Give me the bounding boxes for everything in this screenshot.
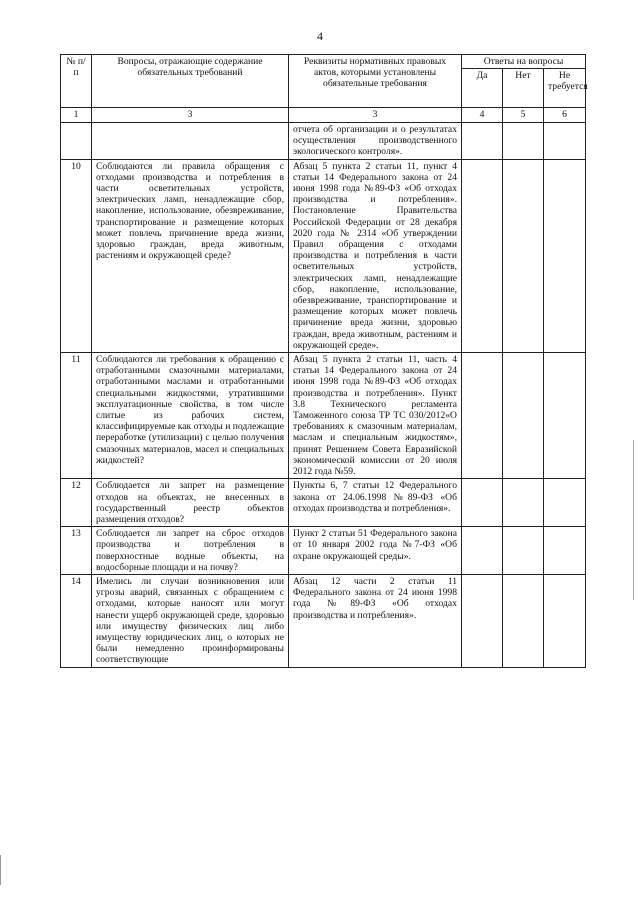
answer-no-cell[interactable]	[503, 574, 544, 667]
answer-yes-cell[interactable]	[462, 527, 503, 575]
answer-not-required-cell[interactable]	[544, 479, 586, 527]
answer-no-cell[interactable]	[503, 353, 544, 479]
table-row	[61, 353, 586, 479]
row-number	[61, 123, 92, 160]
answer-not-required-cell[interactable]	[544, 353, 586, 479]
table-row	[61, 479, 586, 527]
column-number-row	[61, 108, 586, 123]
row-requisites: Абзац 5 пункта 2 статьи 11, часть 4 статьи 14 Федерального закона от 24 июня 1998 года №89-ФЗ «Об отходах производства и потребления». Пункт 3.8 Технического регламента Таможенного союза ТР ТС 030/2012«О требованиях к смазочным материалам, маслам и специальным жидкостям», принят Решением Совета Евразийской экономической комиссии от 20 июля 2012 года №59.	[289, 353, 462, 479]
answer-not-required-cell[interactable]	[544, 123, 586, 160]
answer-no-cell[interactable]	[503, 479, 544, 527]
answer-no-cell[interactable]	[503, 123, 544, 160]
answer-not-required-cell[interactable]	[544, 574, 586, 667]
row-question: Соблюдается ли запрет на размещение отходов на объектах, не внесенных в государственный реестр объектов размещения отходов?	[92, 479, 289, 527]
row-requisites: Пункты 6, 7 статьи 12 Федерального закона от 24.06.1998 №89-ФЗ «Об отходах производства и потребления».	[289, 479, 462, 527]
answer-yes-cell[interactable]	[462, 123, 503, 160]
column-number: 5	[503, 108, 544, 123]
answer-not-required-cell[interactable]	[544, 527, 586, 575]
scan-edge-line	[633, 440, 634, 600]
row-question	[92, 123, 289, 160]
answer-yes-cell[interactable]	[462, 574, 503, 667]
column-number: 3	[92, 108, 289, 123]
answer-no-cell[interactable]	[503, 159, 544, 352]
row-question: Имелись ли случаи возникновения или угрозы аварий, связанных с обращением с отходами, которые наносят или могут нанести ущерб окружающей среде, здоровью или имуществу физических лиц либо имуществу юридических лиц, о которых не были немедленно проинформированы соответствующие	[92, 574, 289, 667]
page-number: 4	[317, 29, 323, 43]
row-number: 13	[61, 527, 92, 575]
header-not-required: Не требуется	[544, 69, 586, 108]
row-requisites: Пункт 2 статьи 51 Федерального закона от 10 января 2002 года №7-ФЗ «Об охране окружающей среды».	[289, 527, 462, 575]
answer-yes-cell[interactable]	[462, 159, 503, 352]
answer-yes-cell[interactable]	[462, 353, 503, 479]
header-question: Вопросы, отражающие содержание обязательных требований	[92, 55, 289, 108]
header-yes: Да	[462, 69, 503, 108]
row-requisites: Абзац 5 пункта 2 статьи 11, пункт 4 статьи 14 Федерального закона от 24 июня 1998 года №89-ФЗ «Об отходах производства и потребления». Постановление Правительства Российской Федерации от 28 декабря 2020 года № 2314 «Об утверждении Правил обращения с отходами производства и потребления в части осветительных устройств, электрических ламп, ненадлежащие сбор, накопление, использование, обезвреживание, транспортирование и размещение которых может повлечь причинение вреда жизни, здоровью граждан, вреда животным, растениям и окружающей среде».	[289, 159, 462, 352]
header-number: № п/п	[61, 55, 92, 108]
answer-no-cell[interactable]	[503, 527, 544, 575]
column-number: 1	[61, 108, 92, 123]
header-answers: Ответы на вопросы	[462, 55, 586, 69]
row-question: Соблюдается ли запрет на сброс отходов производства и потребления в поверхностные водные объекты, на водосборные площади и на почву?	[92, 527, 289, 575]
row-question: Соблюдаются ли требования к обращению с отработанными смазочными материалами, отработанными маслами и отработанными специальными жидкостями, утратившими эксплуатационные свойства, в том числе слитые из рабочих систем, классифицируемые как отходы и подлежащие переработке (утилизации) с целью получения смазочных материалов, масел и специальных жидкостей?	[92, 353, 289, 479]
row-number: 12	[61, 479, 92, 527]
row-number: 10	[61, 159, 92, 352]
row-number: 14	[61, 574, 92, 667]
scan-margin-mark	[0, 855, 1, 885]
row-requisites: отчета об организации и о результатах осуществления производственного экологического контроля».	[289, 123, 462, 160]
table-row	[61, 159, 586, 352]
table-row	[61, 574, 586, 667]
header-requisites: Реквизиты нормативных правовых актов, которыми установлены обязательные требования	[289, 55, 462, 108]
header-no: Нет	[503, 69, 544, 108]
column-number: 3	[289, 108, 462, 123]
column-number: 4	[462, 108, 503, 123]
answer-not-required-cell[interactable]	[544, 159, 586, 352]
checklist-table	[60, 54, 586, 668]
header-row-1	[61, 55, 586, 69]
column-number: 6	[544, 108, 586, 123]
table-row	[61, 527, 586, 575]
row-question: Соблюдаются ли правила обращения с отходами производства и потребления в части осветительных устройств, электрических ламп, ненадлежащие сбор, накопление, использование, обезвреживание, транспортирование и размещение которых может повлечь причинение вреда жизни, здоровью граждан, вреда животным, растениям и окружающей среде?	[92, 159, 289, 352]
row-requisites: Абзац 12 части 2 статьи 11 Федерального закона от 24 июня 1998 года №89-ФЗ «Об отходах производства и потребления».	[289, 574, 462, 667]
answer-yes-cell[interactable]	[462, 479, 503, 527]
table-row	[61, 123, 586, 160]
row-number: 11	[61, 353, 92, 479]
